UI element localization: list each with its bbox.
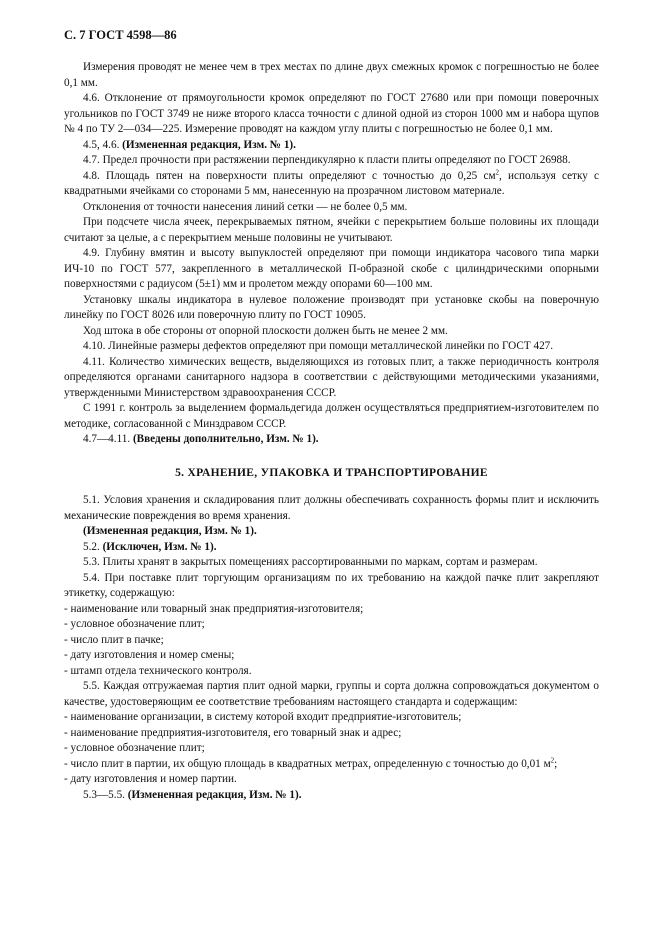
list-item: [64, 757, 599, 773]
paragraph-stroke: Ход штока в обе стороны от опорной плоскости должен быть не менее 2 мм.: [83, 324, 448, 337]
superscript: 2: [495, 167, 500, 176]
list-item: - наименование предприятия-изготовителя, его товарный знак и адрес;: [64, 726, 402, 739]
paragraph-4-7: 4.7. Предел прочности при растяжении перпендикулярно к пласти плиты определяют по ГОСТ 26988.: [83, 154, 571, 166]
clause-ref: 5.3—5.5.: [83, 788, 125, 801]
paragraph-5-5: 5.5. Каждая отгружаемая партия плит одной марки, группы и сорта должна сопровождаться документом о качестве, удостоверяющим ее соответствие требованиям настоящего стандарта и содержащим:: [64, 680, 599, 708]
amendment-note: (Измененная редакция, Изм. № 1).: [127, 788, 302, 801]
paragraph-cell-count: При подсчете числа ячеек, перекрываемых пятном, ячейки с перекрытием больше половины их площади считают за целые, а с перекрытием меньше половины не учитывают.: [64, 216, 599, 244]
list-item: - наименование или товарный знак предприятия-изготовителя;: [64, 602, 364, 615]
amendment-note: (Исключен, Изм. № 1).: [102, 540, 217, 553]
paragraph-1991: С 1991 г. контроль за выделением формальдегида должен осуществляться предприятием-изготовителем по методике, согласованной с Минздравом СССР.: [64, 402, 599, 430]
list-item: - число плит в пачке;: [64, 633, 164, 646]
clause-ref: 4.5, 4.6.: [83, 138, 120, 151]
clause-ref: 5.2.: [83, 540, 100, 553]
paragraph-measurements: Измерения проводят не менее чем в трех местах по длине двух смежных кромок с погрешностью не более 0,1 мм.: [64, 61, 599, 89]
paragraph-grid-deviation: Отклонения от точности нанесения линий сетки — не более 0,5 мм.: [83, 200, 408, 213]
paragraph-4-8: [64, 169, 599, 200]
clause-ref: 4.7—4.11.: [83, 433, 131, 445]
amendment-note: (Введены дополнительно, Изм. № 1).: [132, 433, 319, 445]
section-title: 5. ХРАНЕНИЕ, УПАКОВКА И ТРАНСПОРТИРОВАНИЕ: [175, 466, 488, 479]
paragraph-4-5-4-6-note: [64, 138, 599, 154]
paragraph-4-10: 4.10. Линейные размеры дефектов определяют при помощи металлической линейки по ГОСТ 427.: [83, 340, 554, 352]
superscript: 2: [550, 755, 555, 764]
list-item: - условное обозначение плит;: [64, 742, 205, 754]
paragraph-4-8-start: 4.8. Площадь пятен на поверхности плиты определяют с точностью до 0,25 см: [83, 169, 496, 182]
list-item-text: - число плит в партии, их общую площадь в квадратных метрах, определенную с точностью до 0,01 м: [64, 757, 551, 770]
list-item: - условное обозначение плит;: [64, 618, 205, 630]
paragraph-4-6: 4.6. Отклонение от прямоугольности кромок определяют по ГОСТ 27680 или при помощи поверочных угольников по ГОСТ 3749 не ниже второго класса точности с длиной одной из сторон 1000 мм и набора щупов № 4 по ТУ 2—034—225. Измерение проводят на каждом углу плиты с погрешностью не более 0,1 мм.: [64, 92, 599, 135]
paragraph-5-4: 5.4. При поставке плит торгующим организациям по их требованию на каждой пачке плит закрепляют этикетку, содержащую:: [64, 571, 599, 599]
paragraph-5-1: 5.1. Условия хранения и складирования плит должны обеспечивать сохранность формы плит и исключить механические повреждения во время хранения.: [64, 494, 599, 522]
document-body: [64, 60, 599, 803]
list-item-end: ;: [554, 757, 558, 770]
paragraph-5-3-5-5-note: [64, 788, 599, 804]
list-item: - наименование организации, в систему которой входит предприятие-изготовитель;: [64, 711, 462, 723]
paragraph-4-11: 4.11. Количество химических веществ, выделяющихся из готовых плит, а также периодичность контроля определяются органами санитарного надзора в соответствии с действующими методическими указаниями, утвержденными Министерством здравоохранения СССР.: [64, 355, 599, 399]
paragraph-4-8-end: , используя сетку с квадратными ячейками со сторонами 5 мм, нанесенную на прозрачном листовом материале.: [64, 169, 600, 197]
paragraph-5-2: [64, 540, 599, 556]
amendment-note: (Измененная редакция, Изм. № 1).: [122, 138, 296, 151]
paragraph-indicator-setup: Установку шкалы индикатора в нулевое положение производят при установке скобы на поверочную линейку по ГОСТ 8026 или поверочную плиту по ГОСТ 10905.: [64, 293, 599, 321]
page-header: С. 7 ГОСТ 4598—86: [64, 28, 177, 42]
amendment-note: (Измененная редакция, Изм. № 1).: [83, 525, 257, 537]
paragraph-4-9: 4.9. Глубину вмятин и высоту выпуклостей определяют при помощи индикатора часового типа марки ИЧ-10 по ГОСТ 577, закрепленного в металлической П-образной скобе с цилиндрическими опорными поверхностями с радиусом (5±1) мм и пролетом между опорами 60—100 мм.: [64, 247, 599, 290]
paragraph-4-7-4-11-note: [64, 432, 599, 448]
paragraph-5-3: 5.3. Плиты хранят в закрытых помещениях рассортированными по маркам, сортам и размерам.: [83, 556, 538, 568]
list-item: - штамп отдела технического контроля.: [64, 664, 252, 677]
list-item: - дату изготовления и номер партии.: [64, 773, 237, 785]
list-item: - дату изготовления и номер смены;: [64, 649, 235, 661]
